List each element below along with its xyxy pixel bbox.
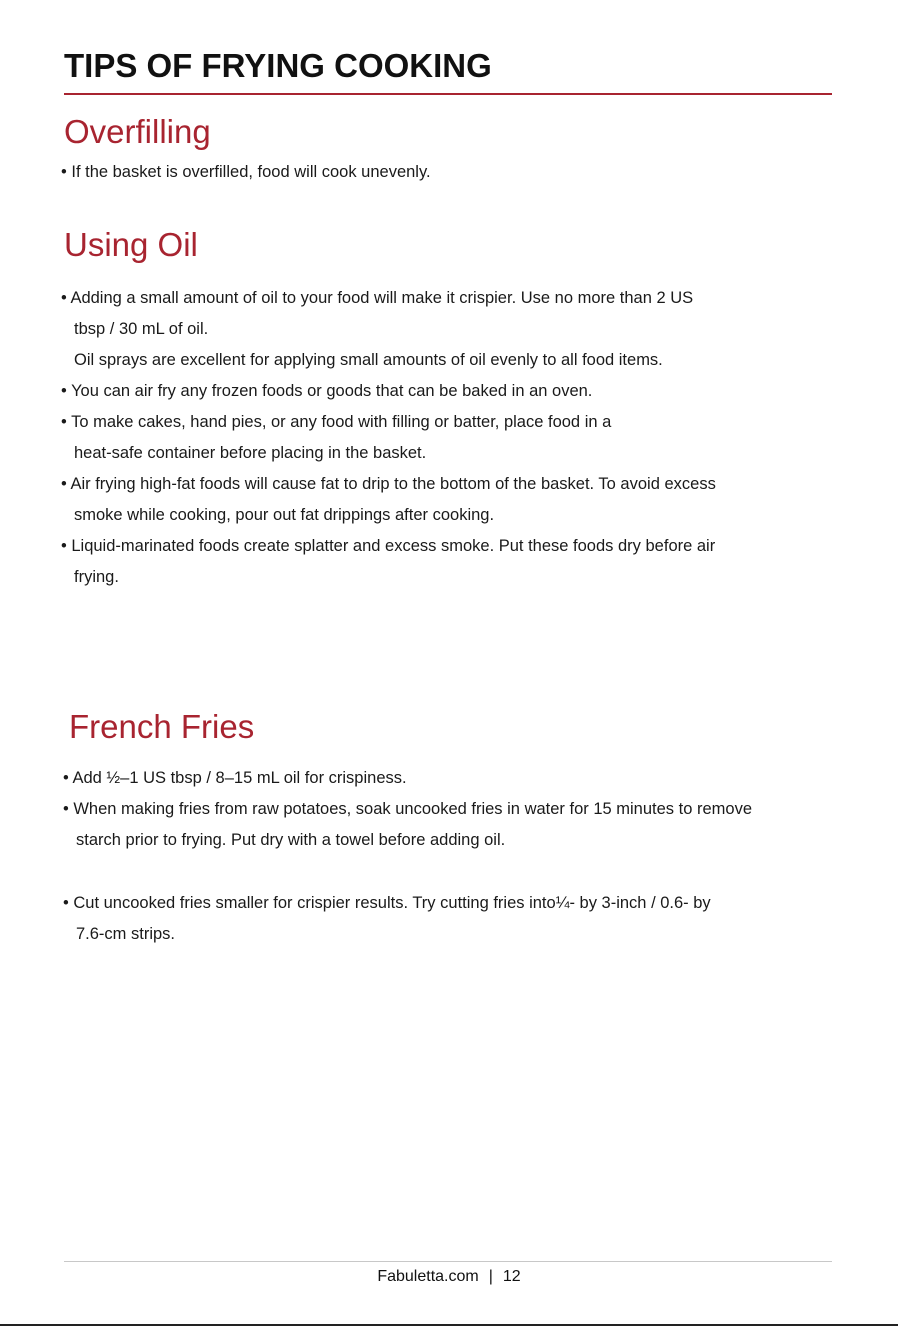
french-fries-line: • Cut uncooked fries smaller for crispier results. Try cutting fries into¼- by 3-inch / 0.6- by bbox=[63, 894, 711, 912]
using-oil-line: heat-safe container before placing in the basket. bbox=[74, 444, 427, 462]
using-oil-line: tbsp / 30 mL of oil. bbox=[74, 320, 209, 338]
using-oil-line: frying. bbox=[74, 568, 119, 586]
footer-separator: | bbox=[488, 1268, 493, 1285]
page-number: 12 bbox=[502, 1268, 521, 1285]
title-divider bbox=[64, 93, 832, 95]
using-oil-line: • You can air fry any frozen foods or goods that can be baked in an oven. bbox=[61, 382, 593, 400]
using-oil-line: • Adding a small amount of oil to your food will make it crispier. Use no more than 2 US bbox=[61, 289, 694, 307]
french-fries-line: 7.6-cm strips. bbox=[76, 925, 176, 943]
footer-divider bbox=[64, 1261, 832, 1262]
section-heading-french-fries: French Fries bbox=[69, 708, 255, 745]
page-title: TIPS OF FRYING COOKING bbox=[64, 47, 492, 84]
french-fries-line: • When making fries from raw potatoes, soak uncooked fries in water for 15 minutes to remove bbox=[63, 800, 752, 818]
using-oil-line: • Air frying high-fat foods will cause fat to drip to the bottom of the basket. To avoid excess bbox=[61, 475, 716, 493]
using-oil-line: smoke while cooking, pour out fat drippings after cooking. bbox=[74, 506, 495, 524]
overfilling-bullet: • If the basket is overfilled, food will cook unevenly. bbox=[61, 163, 431, 181]
section-heading-using-oil: Using Oil bbox=[64, 226, 198, 263]
french-fries-line: • Add ½–1 US tbsp / 8–15 mL oil for crispiness. bbox=[63, 769, 407, 787]
section-heading-overfilling: Overfilling bbox=[64, 113, 211, 150]
footer-site-link[interactable]: Fabuletta.com bbox=[377, 1268, 479, 1285]
french-fries-line: starch prior to frying. Put dry with a towel before adding oil. bbox=[76, 831, 506, 849]
using-oil-line: Oil sprays are excellent for applying small amounts of oil evenly to all food items. bbox=[74, 351, 663, 369]
using-oil-line: • To make cakes, hand pies, or any food with filling or batter, place food in a bbox=[61, 413, 612, 431]
using-oil-line: • Liquid-marinated foods create splatter and excess smoke. Put these foods dry before air bbox=[61, 537, 716, 555]
page-footer bbox=[0, 1266, 898, 1288]
